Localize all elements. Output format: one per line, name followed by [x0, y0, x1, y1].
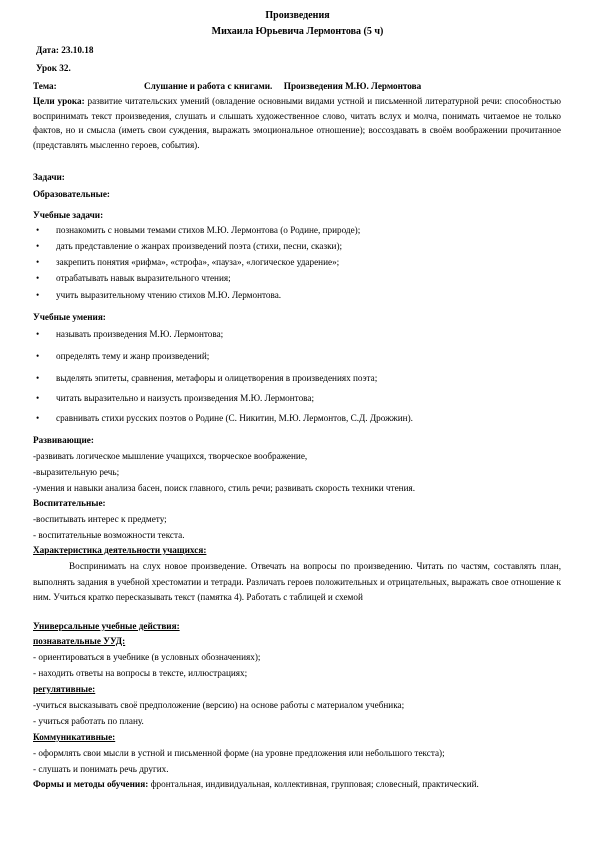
- regulative-uud-line: - учиться работать по плану.: [33, 716, 144, 726]
- list-item: • сравнивать стихи русских поэтов о Родине (С. Никитин, М.Ю. Лермонтов, С.Д. Дрожжин).: [36, 413, 413, 423]
- developing-label: Развивающие:: [33, 435, 94, 445]
- tasks-label: Задачи:: [33, 172, 65, 182]
- forms-text: фронтальная, индивидуальная, коллективная, групповая; словесный, практический.: [150, 779, 479, 789]
- list-item: • определять тему и жанр произведений;: [36, 351, 210, 361]
- regulative-uud-line: -учиться высказывать своё предположение (версию) на основе работы с материалом учебника;: [33, 700, 405, 710]
- uud-label: Универсальные учебные действия:: [33, 621, 180, 631]
- document-title-line1: Произведения: [265, 10, 330, 21]
- learning-skills-label: Учебные умения:: [33, 312, 106, 322]
- bullet-icon: •: [36, 393, 40, 403]
- cognitive-uud-line: - находить ответы на вопросы в тексте, иллюстрациях;: [33, 668, 248, 678]
- bullet-icon: •: [36, 351, 40, 361]
- list-item: • отрабатывать навык выразительного чтения;: [36, 273, 231, 283]
- lesson-number: Урок 32.: [36, 63, 71, 73]
- bullet-icon: •: [36, 290, 40, 300]
- document-title-line2: Михаила Юрьевича Лермонтова (5 ч): [211, 26, 384, 37]
- regulative-uud-label: регулятивные:: [33, 684, 96, 694]
- list-item: • дать представление о жанрах произведений поэта (стихи, песни, сказки);: [36, 241, 343, 251]
- educational-label: Образовательные:: [33, 189, 110, 199]
- learning-tasks-label: Учебные задачи:: [33, 210, 104, 220]
- forms-paragraph: [33, 777, 561, 792]
- upbringing-line: -воспитывать интерес к предмету;: [33, 514, 167, 524]
- activity-paragraph: Воспринимать на слух новое произведение. Отвечать на вопросы по произведению. Читать по частям, составлять план, выполнять задания в учебной хрестоматии и тетради. Различать героев положительных и отрицательных, выражать свое отношение к ним. Учиться кратко пересказывать текст (памятка 4). Работать с таблицей и схемой: [33, 561, 561, 602]
- list-item: • называть произведения М.Ю. Лермонтова;: [36, 329, 224, 339]
- list-item: • выделять эпитеты, сравнения, метафоры и олицетворения в произведениях поэта;: [36, 373, 378, 383]
- goals-label: Цели урока:: [33, 96, 85, 106]
- communicative-uud-label: Коммуникативные:: [33, 732, 116, 742]
- bullet-icon: •: [36, 273, 40, 283]
- cognitive-uud-label: познавательные УУД:: [33, 636, 126, 646]
- bullet-icon: •: [36, 373, 40, 383]
- list-item: • познакомить с новыми темами стихов М.Ю. Лермонтова (о Родине, природе);: [36, 225, 361, 235]
- list-item: • закрепить понятия «рифма», «строфа», «пауза», «логическое ударение»;: [36, 257, 340, 267]
- communicative-uud-line: - слушать и понимать речь других.: [33, 764, 169, 774]
- bullet-icon: •: [36, 257, 40, 267]
- upbringing-label: Воспитательные:: [33, 498, 106, 508]
- goals-paragraph: [33, 94, 561, 152]
- forms-label: Формы и методы обучения:: [33, 779, 149, 789]
- bullet-icon: •: [36, 241, 40, 251]
- communicative-uud-line: - оформлять свои мысли в устной и письменной форме (на уровне предложения или небольшого текста);: [33, 748, 445, 758]
- list-item: • читать выразительно и наизусть произведения М.Ю. Лермонтова;: [36, 393, 315, 403]
- goals-text: развитие читательских умений (овладение основными видами устной и письменной литературной речи: способностью воспринимать текст произведения, слушать и слышать художественное слово, читать вслух и молча, понимать читаемое не только фактов, но и смысла (иметь свои суждения, выражать эмоциональное отношение); воссоздавать в своём воображении прочитанное (представлять мысленно героев, события).: [33, 96, 561, 150]
- cognitive-uud-line: - ориентироваться в учебнике (в условных обозначениях);: [33, 652, 261, 662]
- bullet-icon: •: [36, 225, 40, 235]
- topic-text: Слушание и работа с книгами. Произведения М.Ю. Лермонтова: [144, 81, 422, 91]
- upbringing-line: - воспитательные возможности текста.: [33, 530, 185, 540]
- developing-line: -развивать логическое мышление учащихся, творческое воображение,: [33, 451, 308, 461]
- bullet-icon: •: [36, 413, 40, 423]
- developing-line: -выразительную речь;: [33, 467, 120, 477]
- developing-line: -умения и навыки анализа басен, поиск главного, стиль речи; развивать скорость техники чтения.: [33, 483, 416, 493]
- activity-label: Характеристика деятельности учащихся:: [33, 545, 207, 555]
- date-line: Дата: 23.10.18: [36, 45, 94, 55]
- bullet-icon: •: [36, 329, 40, 339]
- list-item: • учить выразительному чтению стихов М.Ю. Лермонтова.: [36, 290, 282, 300]
- topic-label: Тема:: [33, 81, 57, 91]
